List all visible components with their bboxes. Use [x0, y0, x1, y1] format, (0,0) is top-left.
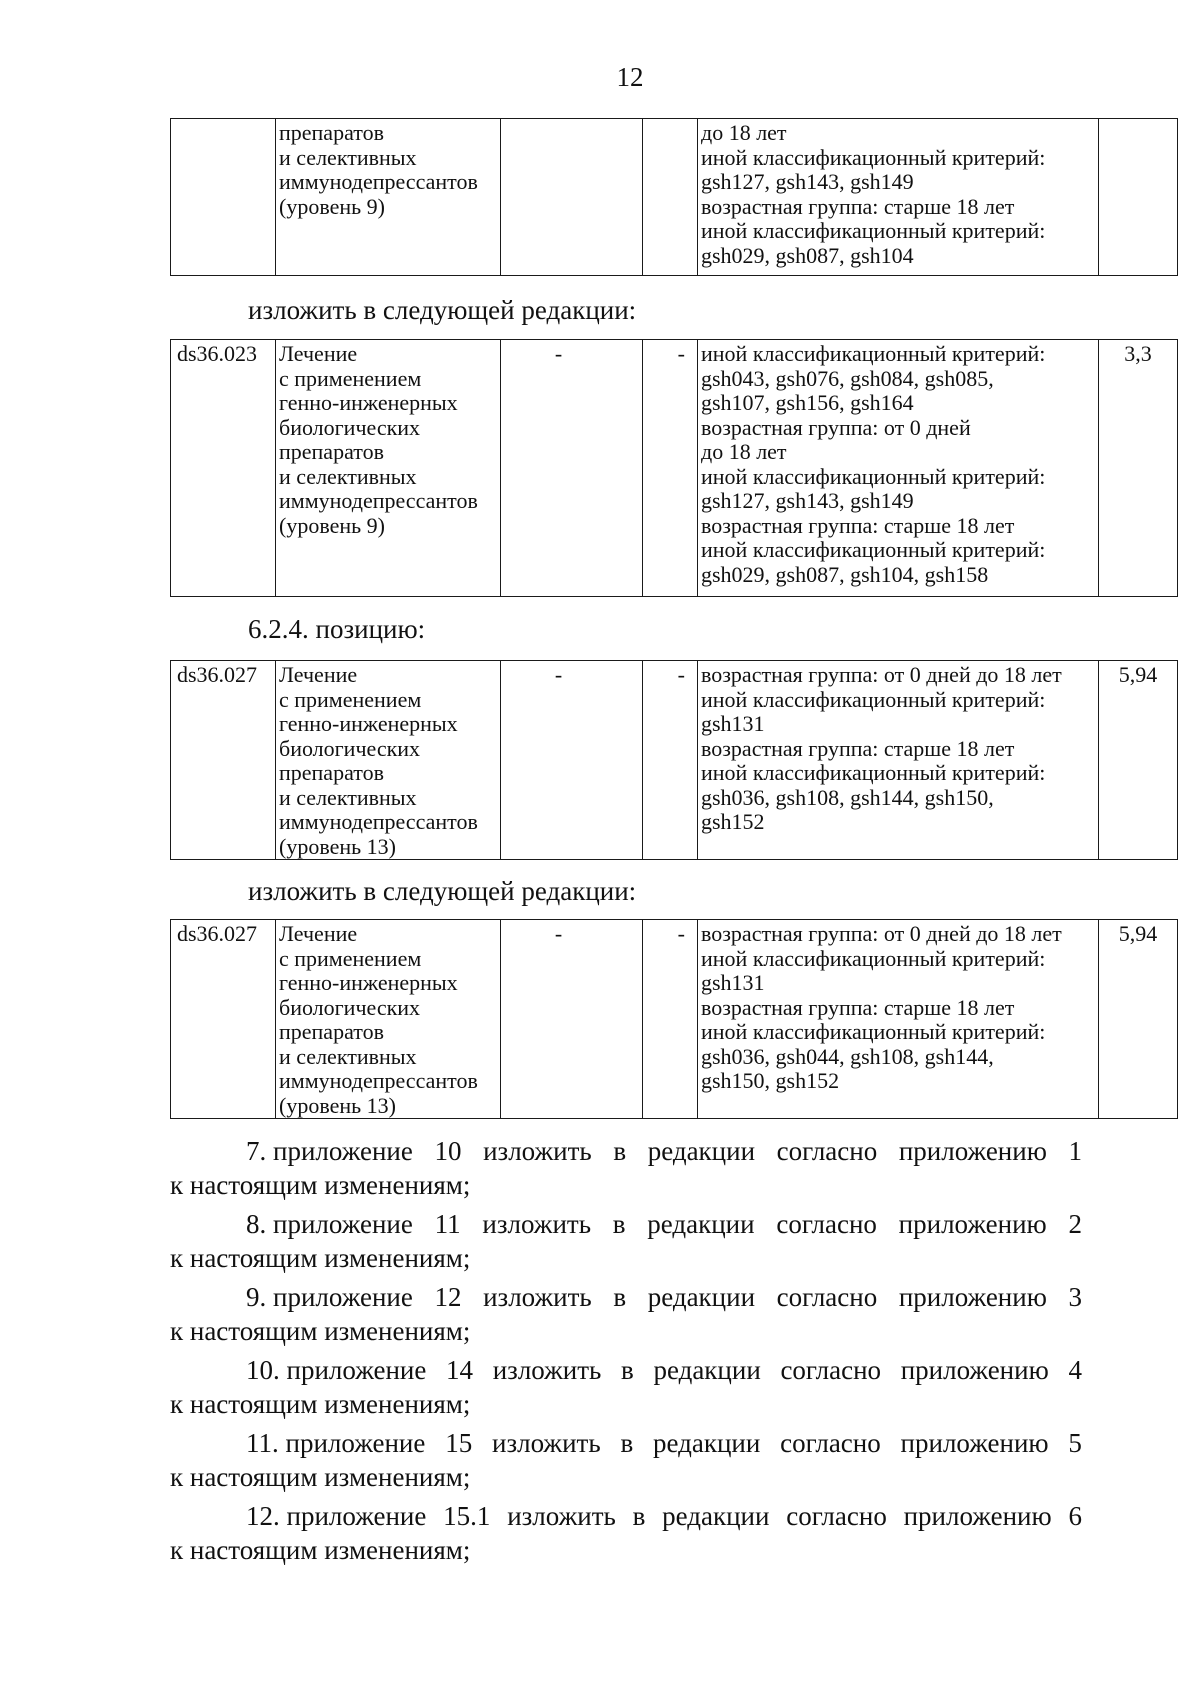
criteria-line: возрастная группа: от 0 дней — [701, 414, 971, 440]
code-cell — [171, 119, 276, 276]
item-second-line: к настоящим изменениям; — [170, 1462, 471, 1492]
dash-cell: - — [501, 340, 643, 597]
item-word: 9. приложение — [246, 1282, 413, 1312]
page-number: 12 — [616, 62, 644, 92]
code-cell: ds36.023 — [171, 340, 276, 597]
item-word: редакции — [647, 1136, 756, 1166]
criteria-line: возрастная группа: от 0 дней до 18 лет — [701, 921, 1062, 946]
criteria-line: иной классификационный критерий: — [701, 463, 1046, 489]
name-line: (уровень 13) — [279, 1092, 396, 1118]
item-first-line — [170, 1499, 1082, 1533]
empty-cell — [643, 119, 698, 276]
position-table-ds36-027 — [170, 660, 1178, 860]
item-word: приложению — [898, 1209, 1047, 1239]
item-second-line: к настоящим изменениям; — [170, 1535, 471, 1565]
item-word: 11 — [434, 1209, 461, 1239]
item-first-line — [170, 1353, 1082, 1387]
item-second-line: к настоящим изменениям; — [170, 1170, 471, 1200]
criteria-line: gsh150, gsh152 — [701, 1068, 840, 1093]
item-word: изложить — [507, 1501, 616, 1531]
item-word: в — [621, 1355, 634, 1385]
criteria-line: gsh029, gsh087, gsh104, gsh158 — [701, 561, 989, 587]
criteria-cell — [698, 119, 1099, 276]
name-line: иммунодепрессантов — [279, 1068, 478, 1093]
item-word: 1 — [1068, 1136, 1082, 1166]
item-word: согласно — [776, 1282, 878, 1312]
criteria-line: возрастная группа: старше 18 лет — [701, 193, 1015, 219]
criteria-line: иной классификационный критерий: — [701, 1019, 1046, 1044]
name-line: препаратов — [279, 120, 384, 145]
item-word: изложить — [492, 1428, 601, 1458]
name-line: с применением — [279, 686, 422, 712]
criteria-line: gsh152 — [701, 809, 765, 834]
name-cell — [276, 119, 501, 276]
item-word: в — [613, 1136, 627, 1166]
item-first-line — [170, 1280, 1082, 1314]
list-item — [170, 1207, 1082, 1275]
name-line: иммунодепрессантов — [279, 169, 478, 194]
item-word: 6 — [1068, 1501, 1082, 1531]
item-word: 11. приложение — [246, 1428, 426, 1458]
criteria-line: до 18 лет — [701, 439, 787, 464]
name-line: (уровень 9) — [279, 512, 385, 538]
item-word: в — [632, 1501, 646, 1531]
item-first-line — [170, 1134, 1082, 1168]
criteria-line: gsh036, gsh108, gsh144, gsh150, — [701, 784, 994, 810]
item-first-line — [170, 1207, 1082, 1241]
coefficient-cell: 5,94 — [1099, 920, 1178, 1119]
list-item — [170, 1134, 1082, 1202]
name-line: Лечение — [279, 341, 358, 366]
name-line: генно-инженерных — [279, 390, 458, 415]
continuation-table — [170, 118, 1178, 276]
item-word: в — [613, 1282, 627, 1312]
item-first-line — [170, 1426, 1082, 1460]
name-line: препаратов — [279, 1019, 384, 1044]
name-line: с применением — [279, 945, 422, 971]
coefficient-cell — [1099, 119, 1178, 276]
item-word: 10 — [434, 1136, 462, 1166]
criteria-line: gsh036, gsh044, gsh108, gsh144, — [701, 1043, 994, 1069]
name-line: и селективных — [279, 784, 417, 810]
criteria-line: возрастная группа: старше 18 лет — [701, 512, 1015, 538]
item-word: приложению — [900, 1355, 1049, 1385]
item-word: в — [620, 1428, 634, 1458]
item-word: 4 — [1068, 1355, 1082, 1385]
name-line: иммунодепрессантов — [279, 488, 478, 513]
list-item — [170, 1499, 1082, 1567]
item-word: изложить — [483, 1282, 592, 1312]
item-word: приложению — [903, 1501, 1052, 1531]
name-line: генно-инженерных — [279, 970, 458, 995]
criteria-line: иной классификационный критерий: — [701, 144, 1046, 170]
dash-cell: - — [501, 920, 643, 1119]
name-line: (уровень 9) — [279, 193, 385, 219]
item-word: 12. приложение — [246, 1501, 427, 1531]
criteria-line: иной классификационный критерий: — [701, 686, 1046, 712]
item-word: 14 — [446, 1355, 474, 1385]
list-item — [170, 1426, 1082, 1494]
criteria-line: возрастная группа: от 0 дней до 18 лет — [701, 662, 1062, 687]
item-word: редакции — [653, 1428, 761, 1458]
criteria-line: иной классификационный критерий: — [701, 760, 1046, 785]
item-second-line: к настоящим изменениям; — [170, 1316, 471, 1346]
table-row — [171, 920, 1178, 1119]
item-word: 7. приложение — [246, 1136, 413, 1166]
item-word: редакции — [647, 1282, 756, 1312]
criteria-cell — [698, 340, 1099, 597]
name-cell — [276, 661, 501, 860]
item-word: изложить — [482, 1209, 592, 1239]
name-line: с применением — [279, 365, 422, 391]
name-line: и селективных — [279, 144, 417, 170]
name-line: препаратов — [279, 760, 384, 785]
amendment-heading: изложить в следующей редакции: — [248, 876, 637, 906]
item-word: изложить — [483, 1136, 592, 1166]
criteria-line: gsh029, gsh087, gsh104 — [701, 242, 914, 268]
code-cell: ds36.027 — [171, 920, 276, 1119]
criteria-line: возрастная группа: старше 18 лет — [701, 735, 1015, 761]
coefficient-cell: 3,3 — [1099, 340, 1178, 597]
item-word: 5 — [1068, 1428, 1082, 1458]
item-word: редакции — [662, 1501, 770, 1531]
name-line: генно-инженерных — [279, 711, 458, 736]
table-row — [171, 340, 1178, 597]
item-word: 3 — [1068, 1282, 1082, 1312]
criteria-line: иной классификационный критерий: — [701, 945, 1046, 971]
criteria-line: gsh131 — [701, 711, 765, 736]
item-word: 10. приложение — [246, 1355, 427, 1385]
item-word: согласно — [776, 1136, 878, 1166]
section-heading: 6.2.4. позицию: — [248, 614, 426, 644]
item-second-line: к настоящим изменениям; — [170, 1243, 471, 1273]
name-line: Лечение — [279, 662, 358, 687]
dash-cell: - — [501, 661, 643, 860]
table-row — [171, 661, 1178, 860]
item-second-line: к настоящим изменениям; — [170, 1389, 471, 1419]
criteria-cell — [698, 920, 1099, 1119]
criteria-line: иной классификационный критерий: — [701, 537, 1046, 562]
list-item — [170, 1353, 1082, 1421]
name-line: (уровень 13) — [279, 833, 396, 859]
name-line: биологических — [279, 994, 421, 1020]
item-word: 8. приложение — [246, 1209, 413, 1239]
name-line: биологических — [279, 735, 421, 761]
code-cell: ds36.027 — [171, 661, 276, 860]
name-line: Лечение — [279, 921, 358, 946]
item-word: согласно — [780, 1428, 881, 1458]
list-item — [170, 1280, 1082, 1348]
item-word: согласно — [776, 1209, 877, 1239]
dash-cell: - — [643, 920, 698, 1119]
dash-cell: - — [643, 661, 698, 860]
item-word: согласно — [780, 1355, 882, 1385]
coefficient-cell: 5,94 — [1099, 661, 1178, 860]
item-word: приложению — [900, 1428, 1049, 1458]
criteria-line: gsh131 — [701, 970, 765, 995]
name-cell — [276, 920, 501, 1119]
table-row — [171, 119, 1178, 276]
item-word: изложить — [492, 1355, 602, 1385]
criteria-line: до 18 лет — [701, 120, 787, 145]
criteria-line: иной классификационный критерий: — [701, 341, 1046, 366]
item-word: 15 — [445, 1428, 473, 1458]
criteria-line: gsh043, gsh076, gsh084, gsh085, — [701, 365, 994, 391]
name-line: и селективных — [279, 463, 417, 489]
criteria-line: gsh107, gsh156, gsh164 — [701, 390, 914, 415]
item-word: редакции — [647, 1209, 755, 1239]
revision-table-ds36-027 — [170, 919, 1178, 1119]
item-word: 2 — [1068, 1209, 1082, 1239]
item-word: 12 — [434, 1282, 462, 1312]
name-cell — [276, 340, 501, 597]
name-line: и селективных — [279, 1043, 417, 1069]
name-line: препаратов — [279, 439, 384, 464]
criteria-line: иной классификационный критерий: — [701, 218, 1046, 243]
empty-cell — [501, 119, 643, 276]
name-line: биологических — [279, 414, 421, 440]
criteria-cell — [698, 661, 1099, 860]
item-word: приложению — [898, 1136, 1047, 1166]
criteria-line: возрастная группа: старше 18 лет — [701, 994, 1015, 1020]
item-word: согласно — [786, 1501, 887, 1531]
name-line: иммунодепрессантов — [279, 809, 478, 834]
dash-cell: - — [643, 340, 698, 597]
item-word: в — [612, 1209, 626, 1239]
criteria-line: gsh127, gsh143, gsh149 — [701, 169, 914, 194]
criteria-line: gsh127, gsh143, gsh149 — [701, 488, 914, 513]
item-word: редакции — [653, 1355, 761, 1385]
amendment-heading: изложить в следующей редакции: — [248, 295, 637, 325]
item-word: приложению — [898, 1282, 1047, 1312]
revision-table-ds36-023 — [170, 339, 1178, 597]
item-word: 15.1 — [443, 1501, 491, 1531]
